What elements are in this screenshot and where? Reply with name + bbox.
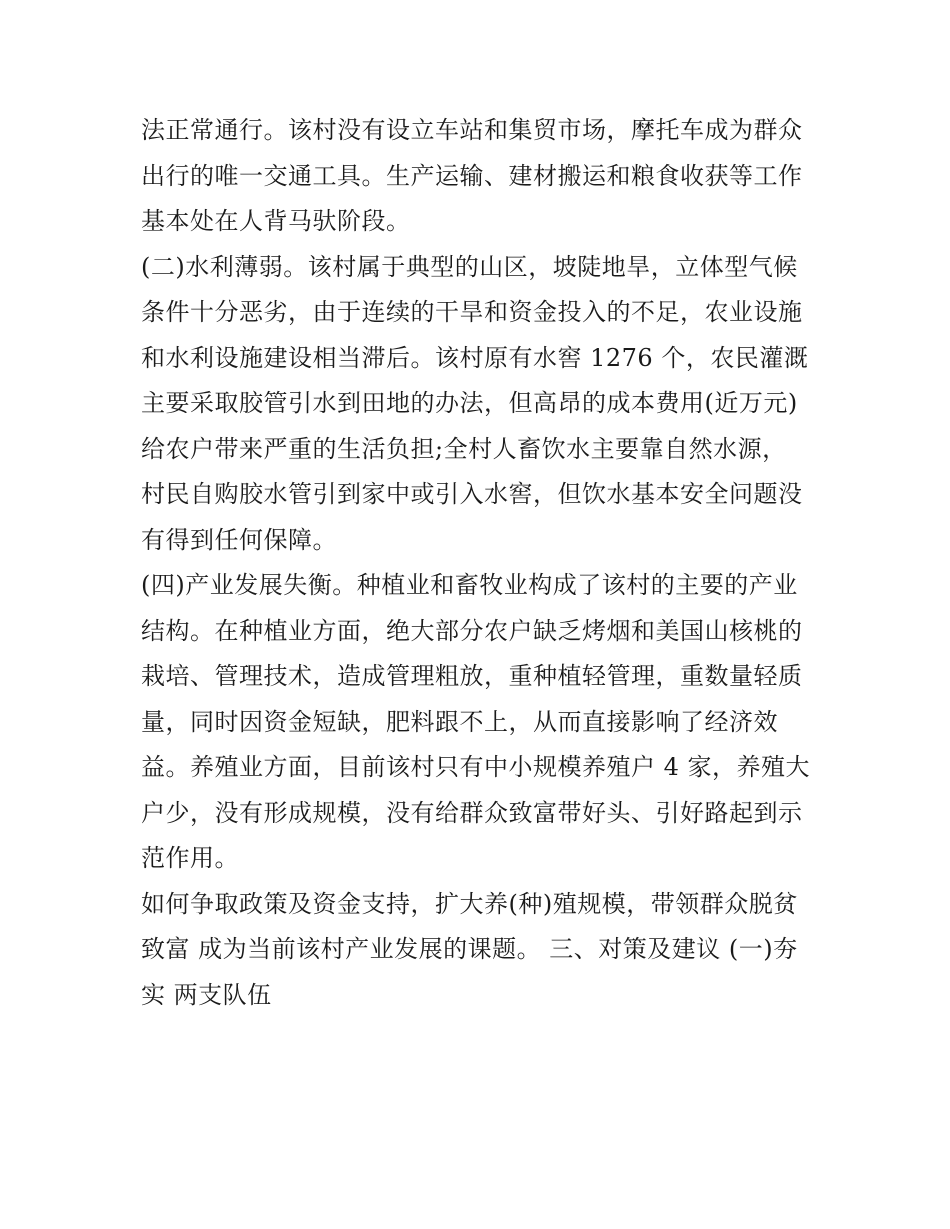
text-line: 栽培、管理技术，造成管理粗放，重种植轻管理，重数量轻质 <box>141 662 803 690</box>
text-line: 结构。在种植业方面，绝大部分农户缺乏烤烟和美国山核桃的 <box>141 616 803 645</box>
text-line: 益。养殖业方面，目前该村只有中小规模养殖户 4 家，养殖大 <box>141 753 811 781</box>
text-line: 出行的唯一交通工具。生产运输、建材搬运和粮食收获等工作 <box>141 161 803 190</box>
text-line: 实 两支队伍 <box>141 980 272 1009</box>
text-line: (二)水利薄弱。该村属于典型的山区，坡陡地旱，立体型气候 <box>141 252 798 281</box>
text-line: 如何争取政策及资金支持，扩大养(种)殖规模，带领群众脱贫 <box>141 889 798 918</box>
text-line: 和水利设施建设相当滞后。该村原有水窖 1276 个，农民灌溉 <box>141 343 809 372</box>
text-line: 主要采取胶管引水到田地的办法，但高昂的成本费用(近万元) <box>141 389 798 417</box>
text-line: 村民自购胶水管引到家中或引入水窖，但饮水基本安全问题没 <box>141 480 803 508</box>
text-line: 范作用。 <box>141 844 239 872</box>
text-line: 法正常通行。该村没有设立车站和集贸市场，摩托车成为群众 <box>141 116 803 144</box>
text-line: (四)产业发展失衡。种植业和畜牧业构成了该村的主要的产业 <box>141 571 798 599</box>
text-line: 有得到任何保障。 <box>141 525 337 554</box>
text-line: 给农户带来严重的生活负担;全村人畜饮水主要靠自然水源， <box>141 434 787 463</box>
text-line: 户少，没有形成规模，没有给群众致富带好头、引好路起到示 <box>141 798 803 827</box>
document-body <box>141 108 821 1018</box>
text-line: 量，同时因资金短缺，肥料跟不上，从而直接影响了经济效 <box>141 707 778 736</box>
text-line: 致富 成为当前该村产业发展的课题。 三、对策及建议 (一)夯 <box>141 935 798 963</box>
text-line: 基本处在人背马驮阶段。 <box>141 207 411 235</box>
text-line: 条件十分恶劣，由于连续的干旱和资金投入的不足，农业设施 <box>141 298 803 326</box>
